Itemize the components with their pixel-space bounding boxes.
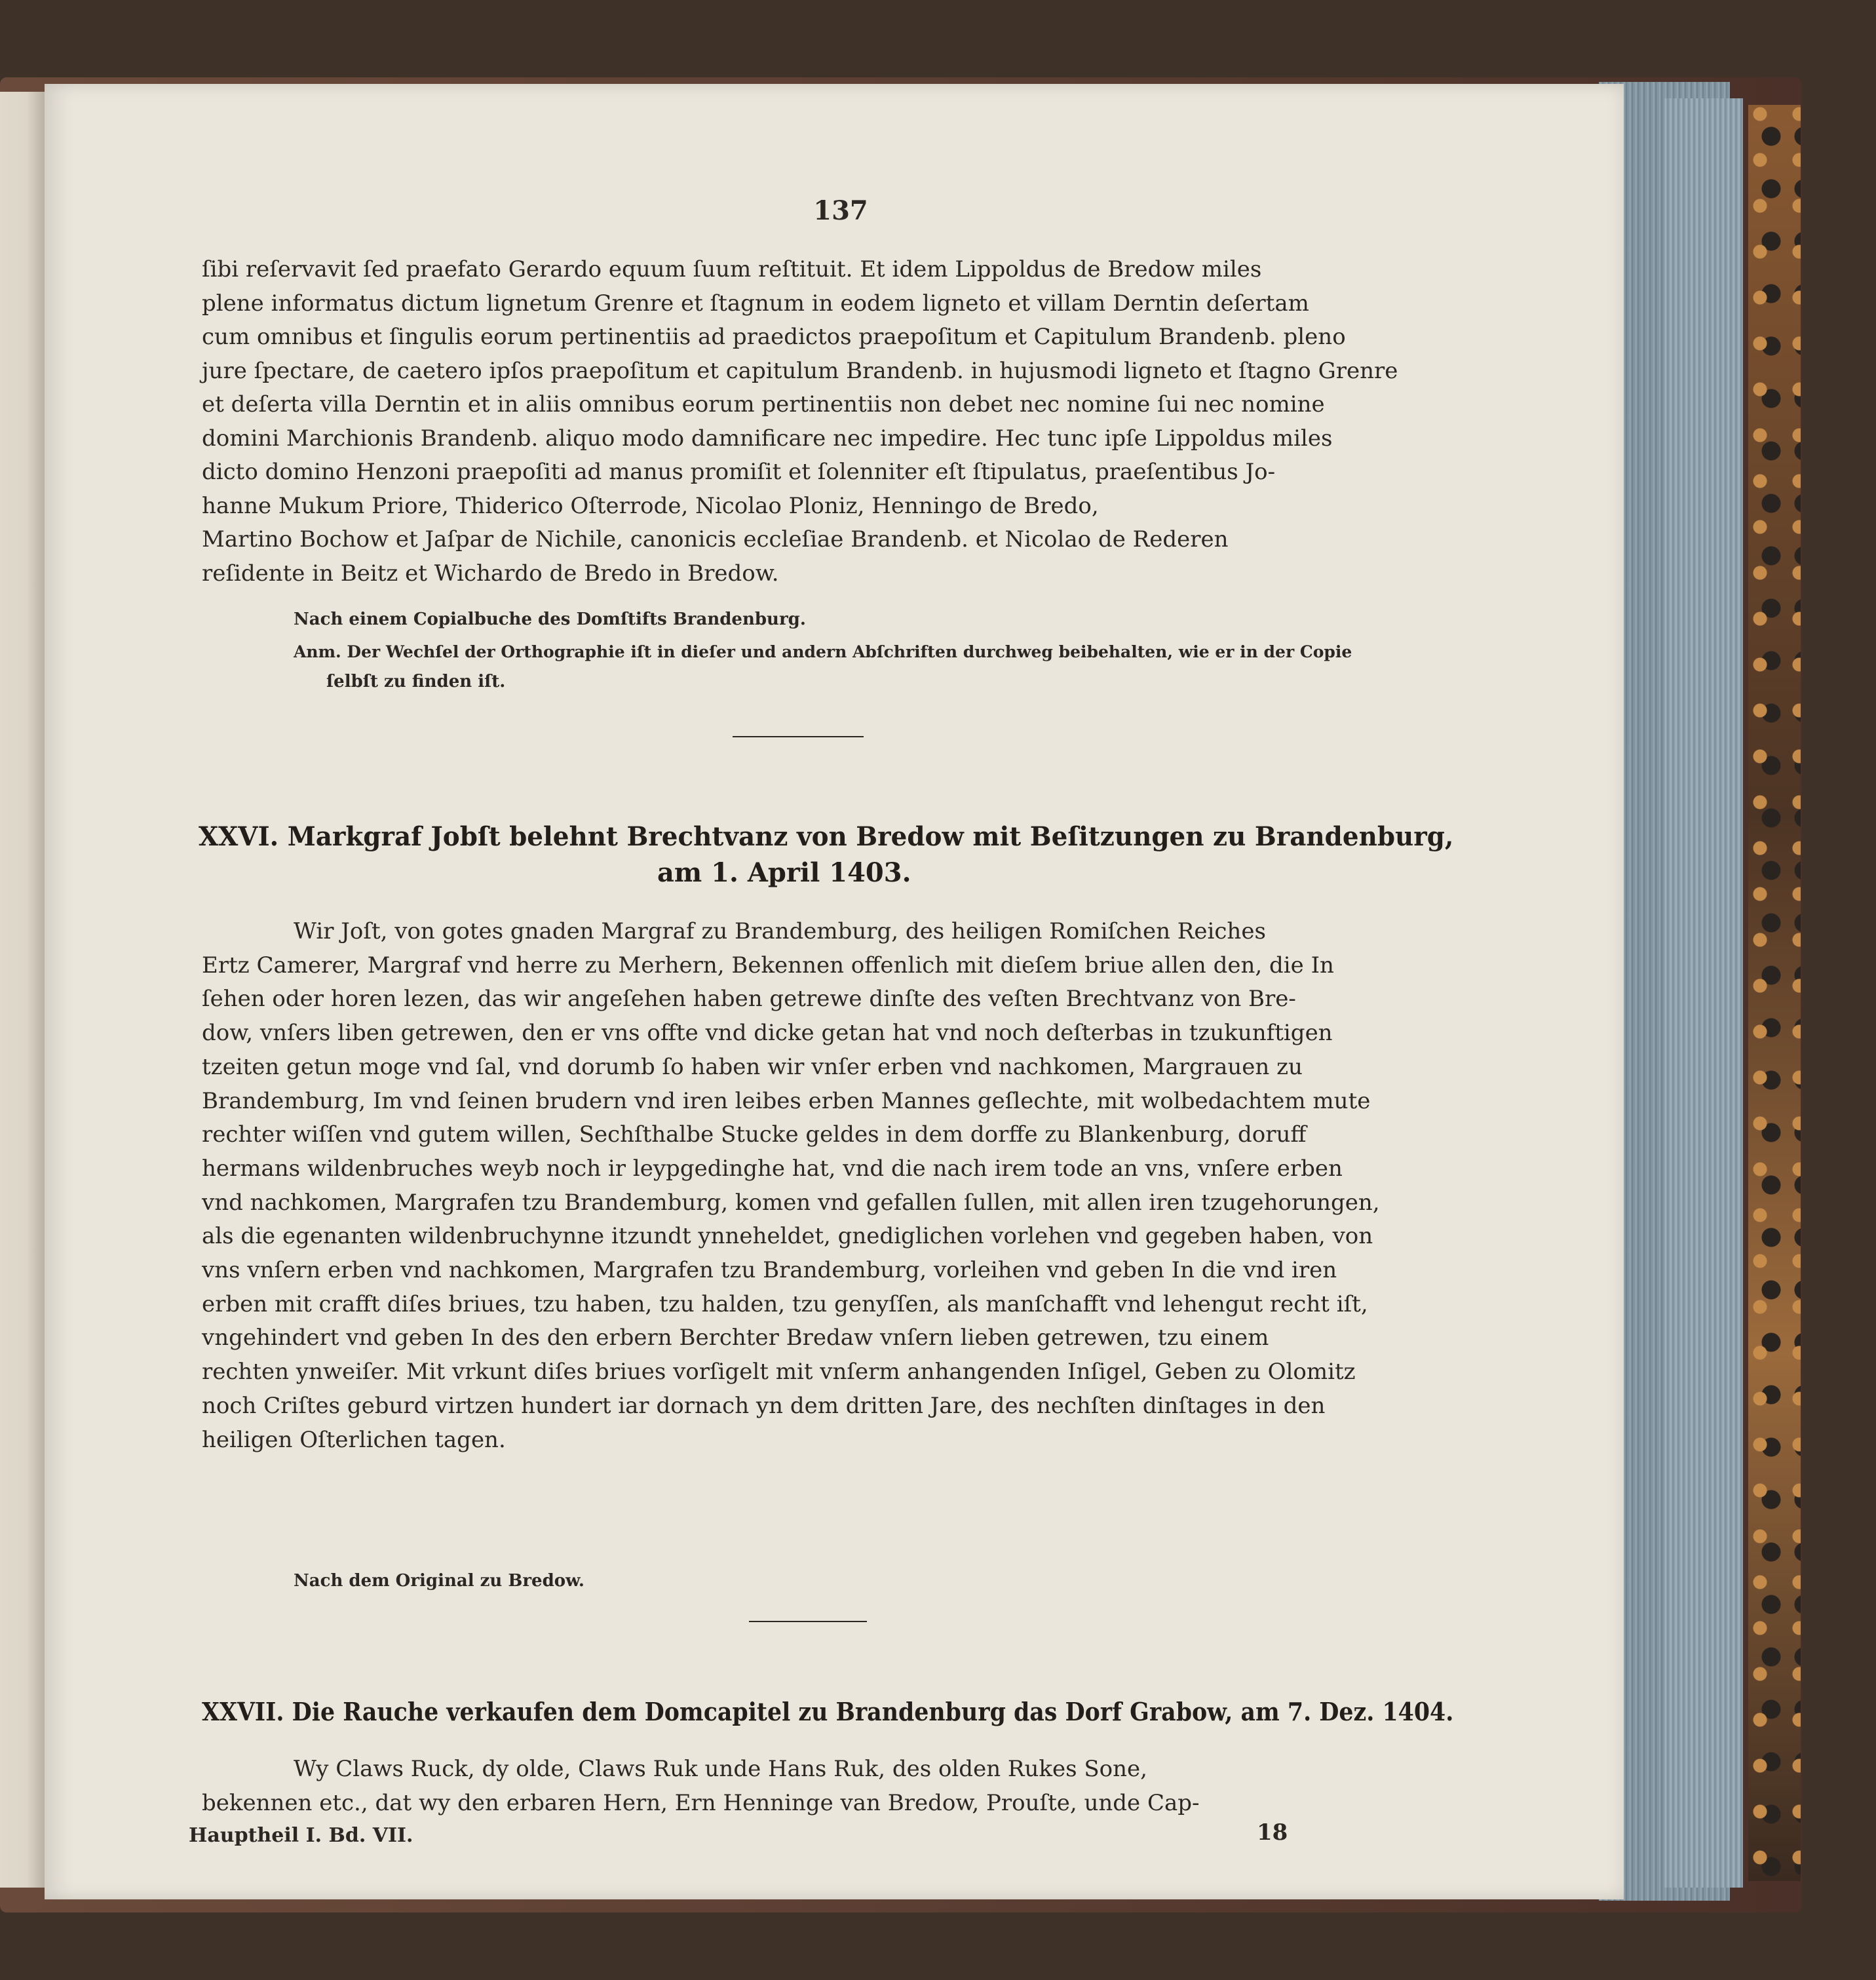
text-line: cum omnibus et ſingulis eorum pertinentiis ad praedictos praepoſitum et Capitulum Brandenb. pleno xyxy=(202,324,1346,350)
text-line: dicto domino Henzoni praepoſiti ad manus promiſit et ſolenniter eſt ſtipulatus, praeſentibus Jo- xyxy=(202,459,1276,485)
text-line: plene informatus dictum lignetum Grenre et ſtagnum in eodem ligneto et villam Derntin deſertam xyxy=(202,290,1309,317)
text-line: rechter wiſſen vnd gutem willen, Sechſthalbe Stucke geldes in dem dorffe zu Blankenburg, doruff xyxy=(202,1121,1307,1148)
footer-signature: Hauptheil I. Bd. VII. xyxy=(189,1824,413,1847)
marbled-cover-edge xyxy=(1748,105,1801,1881)
text-line: Wy Claws Ruck, dy olde, Claws Ruk unde Hans Ruk, des olden Rukes Sone, xyxy=(294,1756,1147,1782)
text-line: vnd nachkomen, Margrafen tzu Brandemburg, komen vnd gefallen ſullen, mit allen iren tzugehorungen, xyxy=(202,1189,1380,1216)
text-line: reſidente in Beitz et Wichardo de Bredo in Bredow. xyxy=(202,560,779,587)
text-line: Martino Bochow et Jaſpar de Nichile, canonicis eccleſiae Brandenb. et Nicolao de Rederen xyxy=(202,526,1229,553)
footer-sheet-number: 18 xyxy=(1257,1819,1288,1846)
text-block-1 xyxy=(202,253,1453,591)
left-page-edge xyxy=(0,92,45,1888)
document-page xyxy=(45,84,1624,1899)
text-line: vns vnſern erben vnd nachkomen, Margrafen tzu Brandemburg, vorleihen vnd geben In die vnd iren xyxy=(202,1257,1337,1284)
text-line: hermans wildenbruches weyb noch ir leypgedinghe hat, vnd die nach irem tode an vns, vnſere erben xyxy=(202,1155,1343,1182)
text-line: als die egenanten wildenbruchynne itzundt ynneheldet, gnediglichen vorlehen vnd gegeben haben, von xyxy=(202,1223,1373,1250)
text-line: tzeiten getun moge vnd ſal, vnd dorumb ſo haben wir vnſer erben vnd nachkomen, Margrauen zu xyxy=(202,1053,1303,1080)
text-line: ſibi reſervavit ſed praefato Gerardo equum ſuum reſtituit. Et idem Lippoldus de Bredow miles xyxy=(202,256,1262,282)
text-line: bekennen etc., dat wy den erbaren Hern, Ern Henninge van Bredow, Prouſte, unde Cap- xyxy=(202,1789,1200,1816)
text-line: erben mit crafft diſes briues, tzu haben, tzu halden, tzu genyſſen, als manſchafft vnd lehengut recht iſt, xyxy=(202,1291,1368,1317)
text-line: heiligen Oſterlichen tagen. xyxy=(202,1426,506,1453)
text-block-xxvii xyxy=(202,1753,1453,1820)
text-line: rechten ynweiſer. Mit vrkunt diſes briues vorſigelt mit vnſerm anhangenden Inſigel, Geben zu Olomitz xyxy=(202,1359,1356,1386)
text-line: vngehindert vnd geben In des den erbern Berchter Bredaw vnſern lieben getrewen, tzu einem xyxy=(202,1325,1269,1351)
annotation-line-1: Anm. Der Wechſel der Orthographie iſt in dieſer und andern Abſchriften durchweg beibehalten, wie er in der Copie xyxy=(294,642,1352,661)
text-block-xxvi xyxy=(202,915,1453,1457)
section-divider xyxy=(733,736,864,737)
section-xxvi-heading-line1: XXVI. Markgraf Jobſt belehnt Brechtvanz von Bredow mit Beſitzungen zu Brandenburg, xyxy=(199,821,1454,852)
section-divider xyxy=(749,1621,867,1622)
source-note-2: Nach dem Original zu Bredow. xyxy=(294,1571,584,1591)
annotation-line-2: ſelbſt zu finden iſt. xyxy=(326,672,506,691)
text-line: dow, vnſers liben getrewen, den er vns offte vnd dicke getan hat vnd noch deſterbas in tzukunftigen xyxy=(202,1020,1333,1047)
page-number: 137 xyxy=(813,195,868,226)
page-stack-edge-inner xyxy=(1664,98,1743,1888)
text-line: ſehen oder horen lezen, das wir angeſehen haben getrewe dinſte des veſten Brechtvanz von Bre- xyxy=(202,986,1296,1013)
text-line: noch Criſtes geburd virtzen hundert iar dornach yn dem dritten Jare, des nechſten dinſtages in den xyxy=(202,1392,1326,1419)
text-line: Brandemburg, Im vnd ſeinen brudern vnd iren leibes erben Mannes geſlechte, mit wolbedachtem mute xyxy=(202,1087,1371,1114)
text-line: et deſerta villa Derntin et in aliis omnibus eorum pertinentiis non debet nec nomine ſui nec nomine xyxy=(202,391,1325,417)
source-note-1: Nach einem Copialbuche des Domſtifts Brandenburg. xyxy=(294,610,806,629)
text-line: jure ſpectare, de caetero ipſos praepoſitum et capitulum Brandenb. in hujusmodi ligneto et ſtagno Grenre xyxy=(202,357,1398,384)
text-line: Ertz Camerer, Margraf vnd herre zu Merhern, Bekennen offenlich mit dieſem briue allen den, die In xyxy=(202,952,1334,979)
section-xxvii-heading: XXVII. Die Rauche verkaufen dem Domcapitel zu Brandenburg das Dorf Grabow, am 7. Dez. 1404. xyxy=(202,1697,1454,1726)
section-xxvi-heading-line2: am 1. April 1403. xyxy=(657,857,911,888)
text-line: Wir Joſt, von gotes gnaden Margraf zu Brandemburg, des heiligen Romiſchen Reiches xyxy=(294,918,1266,944)
text-line: domini Marchionis Brandenb. aliquo modo damnificare nec impedire. Hec tunc ipſe Lippoldus miles xyxy=(202,425,1333,452)
text-line: hanne Mukum Priore, Thiderico Oſterrode, Nicolao Ploniz, Henningo de Bredo, xyxy=(202,492,1099,519)
